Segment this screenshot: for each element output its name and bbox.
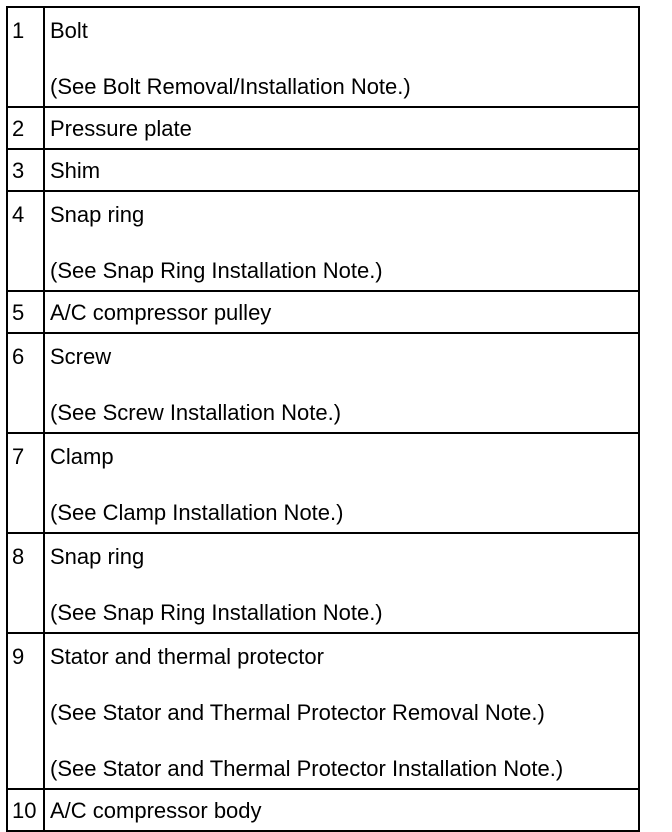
part-name: Screw [50, 344, 112, 369]
part-number: 2 [7, 107, 44, 149]
part-name: Clamp [50, 444, 114, 469]
part-description [44, 433, 639, 533]
table-row [7, 149, 639, 191]
part-number: 9 [7, 633, 44, 789]
part-number: 3 [7, 149, 44, 191]
part-description [44, 191, 639, 291]
part-note: (See Clamp Installation Note.) [50, 500, 344, 525]
table-row [7, 633, 639, 789]
table-row [7, 333, 639, 433]
part-description [44, 7, 639, 107]
part-description [44, 633, 639, 789]
part-number: 5 [7, 291, 44, 333]
part-description [44, 107, 639, 149]
part-number: 8 [7, 533, 44, 633]
part-note: (See Screw Installation Note.) [50, 400, 342, 425]
part-name: A/C compressor body [50, 798, 262, 823]
part-description [44, 149, 639, 191]
table-row [7, 533, 639, 633]
part-number: 1 [7, 7, 44, 107]
part-note: (See Stator and Thermal Protector Installation Note.) [50, 756, 564, 781]
part-name: Snap ring [50, 544, 145, 569]
part-description [44, 533, 639, 633]
table-row [7, 7, 639, 107]
part-name: Bolt [50, 18, 88, 43]
part-number: 6 [7, 333, 44, 433]
table-row [7, 433, 639, 533]
part-note: (See Snap Ring Installation Note.) [50, 258, 383, 283]
part-description [44, 789, 639, 831]
part-name: A/C compressor pulley [50, 300, 272, 325]
part-note: (See Snap Ring Installation Note.) [50, 600, 383, 625]
part-note: (See Bolt Removal/Installation Note.) [50, 74, 411, 99]
table-row [7, 789, 639, 831]
part-number: 7 [7, 433, 44, 533]
part-number: 4 [7, 191, 44, 291]
table-row [7, 191, 639, 291]
table-row [7, 291, 639, 333]
part-number: 10 [7, 789, 44, 831]
parts-table [6, 6, 640, 832]
part-description [44, 291, 639, 333]
part-name: Shim [50, 158, 101, 183]
part-name: Pressure plate [50, 116, 192, 141]
part-name: Stator and thermal protector [50, 644, 324, 669]
part-note: (See Stator and Thermal Protector Removal Note.) [50, 700, 545, 725]
part-description [44, 333, 639, 433]
part-name: Snap ring [50, 202, 145, 227]
table-row [7, 107, 639, 149]
